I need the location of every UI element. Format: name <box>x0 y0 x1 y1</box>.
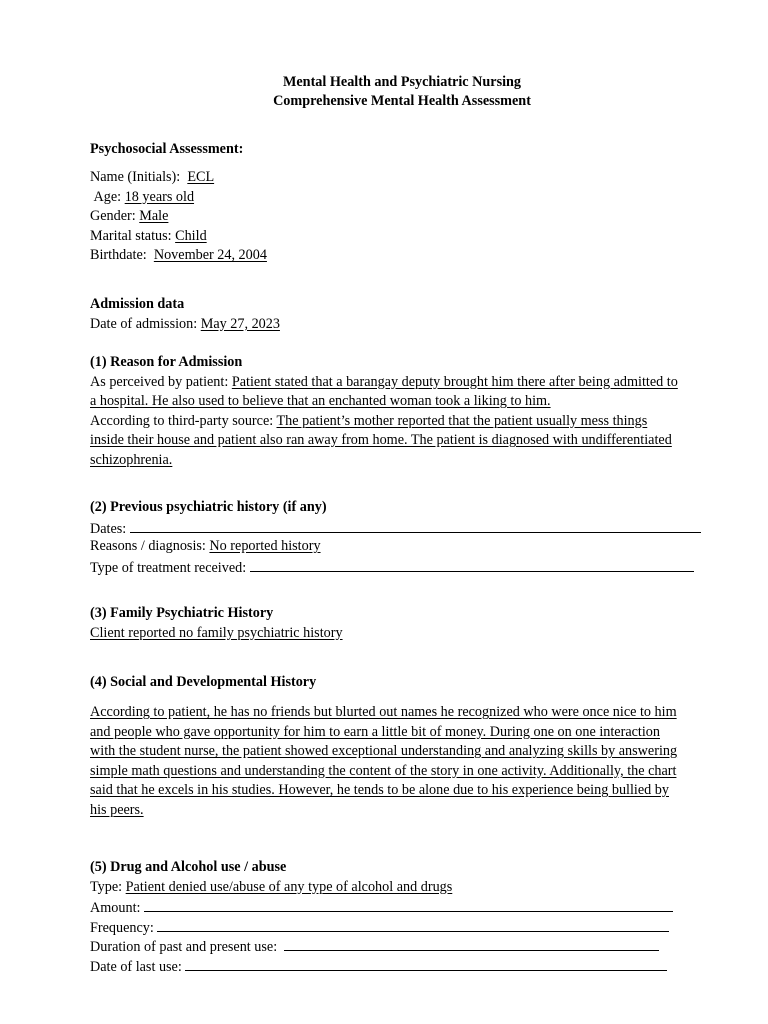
admission-section <box>90 295 720 334</box>
marital-row <box>90 227 720 247</box>
family-history-section <box>90 604 720 643</box>
family-history-value: Client reported no family psychiatric history <box>90 624 343 641</box>
reason-section <box>90 353 720 470</box>
social-history-text: with the student nurse, the patient showed exceptional understanding and analyzing skills by answering <box>90 743 678 759</box>
previous-history-heading: (2) Previous psychiatric history (if any) <box>90 499 327 515</box>
frequency-label: Frequency: <box>90 919 154 936</box>
birthdate-row <box>90 246 720 266</box>
drug-type-row <box>90 878 720 898</box>
social-history-paragraph <box>90 703 730 820</box>
drug-alcohol-section <box>90 858 720 975</box>
patient-perception-text: Patient stated that a barangay deputy brought him there after being admitted to <box>231 373 678 390</box>
admission-heading: Admission data <box>90 296 185 312</box>
gender-label: Gender: <box>90 208 136 224</box>
social-history-line <box>90 781 730 801</box>
treatment-blank-field[interactable] <box>250 557 694 572</box>
frequency-row <box>90 917 720 937</box>
birthdate-label: Birthdate: <box>90 247 147 263</box>
social-history-section <box>90 673 720 693</box>
psychosocial-section <box>90 140 720 160</box>
social-history-line <box>90 723 730 743</box>
social-history-text: and people who gave opportunity for him to earn a little bit of money. During one on one interaction <box>90 723 660 740</box>
social-history-text: simple math questions and understanding the content of the story in one activity. Additionally, the chart <box>90 762 677 779</box>
social-history-heading: (4) Social and Developmental History <box>90 674 317 690</box>
family-history-heading: (3) Family Psychiatric History <box>90 605 274 621</box>
last-use-blank-field[interactable] <box>185 956 667 971</box>
social-history-text: said that he excels in his studies. However, he tends to be alone due to his experience being bullied by <box>90 782 669 798</box>
patient-perception-text-2: a hospital. He also used to believe that an enchanted woman took a liking to him. <box>90 393 551 409</box>
drug-alcohol-heading: (5) Drug and Alcohol use / abuse <box>90 859 287 875</box>
marital-label: Marital status: <box>90 227 172 244</box>
name-value: ECL <box>187 169 215 185</box>
name-row <box>90 168 720 188</box>
gender-value: Male <box>139 208 169 224</box>
dates-blank-field[interactable] <box>130 518 701 533</box>
document-title: Mental Health and Psychiatric Nursing <box>282 74 522 90</box>
third-party-row-2 <box>90 431 720 451</box>
third-party-text: The patient’s mother reported that the patient usually mess things <box>276 412 648 429</box>
diagnosis-row <box>90 537 720 557</box>
age-value: 18 years old <box>124 188 195 205</box>
last-use-row <box>90 956 720 976</box>
marital-value: Child <box>175 227 207 244</box>
previous-history-section <box>90 498 720 576</box>
document-subtitle: Comprehensive Mental Health Assessment <box>273 93 531 109</box>
duration-row <box>90 936 720 956</box>
third-party-row-3 <box>90 451 720 471</box>
patient-perception-row <box>90 373 720 393</box>
third-party-text-2: inside their house and patient also ran away from home. The patient is diagnosed with undifferentiated <box>90 432 672 448</box>
family-history-row <box>90 624 720 644</box>
birthdate-value: November 24, 2004 <box>153 247 267 263</box>
admission-date-row <box>90 315 720 335</box>
patient-perception-row-2 <box>90 392 720 412</box>
diagnosis-label: Reasons / diagnosis: <box>90 538 206 554</box>
treatment-label: Type of treatment received: <box>90 559 247 576</box>
reason-heading: (1) Reason for Admission <box>90 354 243 370</box>
frequency-blank-field[interactable] <box>157 917 669 932</box>
gender-row <box>90 207 720 227</box>
duration-blank-field[interactable] <box>284 936 659 951</box>
dates-label: Dates: <box>90 520 127 537</box>
drug-type-label: Type: <box>90 878 123 895</box>
drug-type-value: Patient denied use/abuse of any type of alcohol and drugs <box>125 878 453 895</box>
dates-row <box>90 518 720 538</box>
last-use-label: Date of last use: <box>90 958 182 975</box>
social-history-line <box>90 762 730 782</box>
third-party-row <box>90 412 720 432</box>
social-history-text: According to patient, he has no friends but blurted out names he recognized who were once nice to him <box>90 704 677 720</box>
age-row <box>90 188 720 208</box>
psychosocial-heading: Psychosocial Assessment: <box>90 141 244 157</box>
diagnosis-value: No reported history <box>209 538 321 554</box>
patient-identity-block <box>90 168 720 266</box>
patient-perception-label: As perceived by patient: <box>90 373 229 390</box>
admission-date-label: Date of admission: <box>90 315 198 332</box>
social-history-line <box>90 801 730 821</box>
social-history-line <box>90 703 730 723</box>
social-history-line <box>90 742 730 762</box>
duration-label: Duration of past and present use: <box>90 939 278 955</box>
amount-blank-field[interactable] <box>144 897 673 912</box>
social-history-text: his peers. <box>90 801 144 818</box>
name-label: Name (Initials): <box>90 169 181 185</box>
admission-date-value: May 27, 2023 <box>200 315 280 332</box>
amount-label: Amount: <box>90 900 141 916</box>
treatment-row <box>90 557 720 577</box>
age-label: Age: <box>93 188 122 205</box>
third-party-text-3: schizophrenia. <box>90 451 173 468</box>
third-party-label: According to third-party source: <box>90 412 274 429</box>
amount-row <box>90 897 720 917</box>
